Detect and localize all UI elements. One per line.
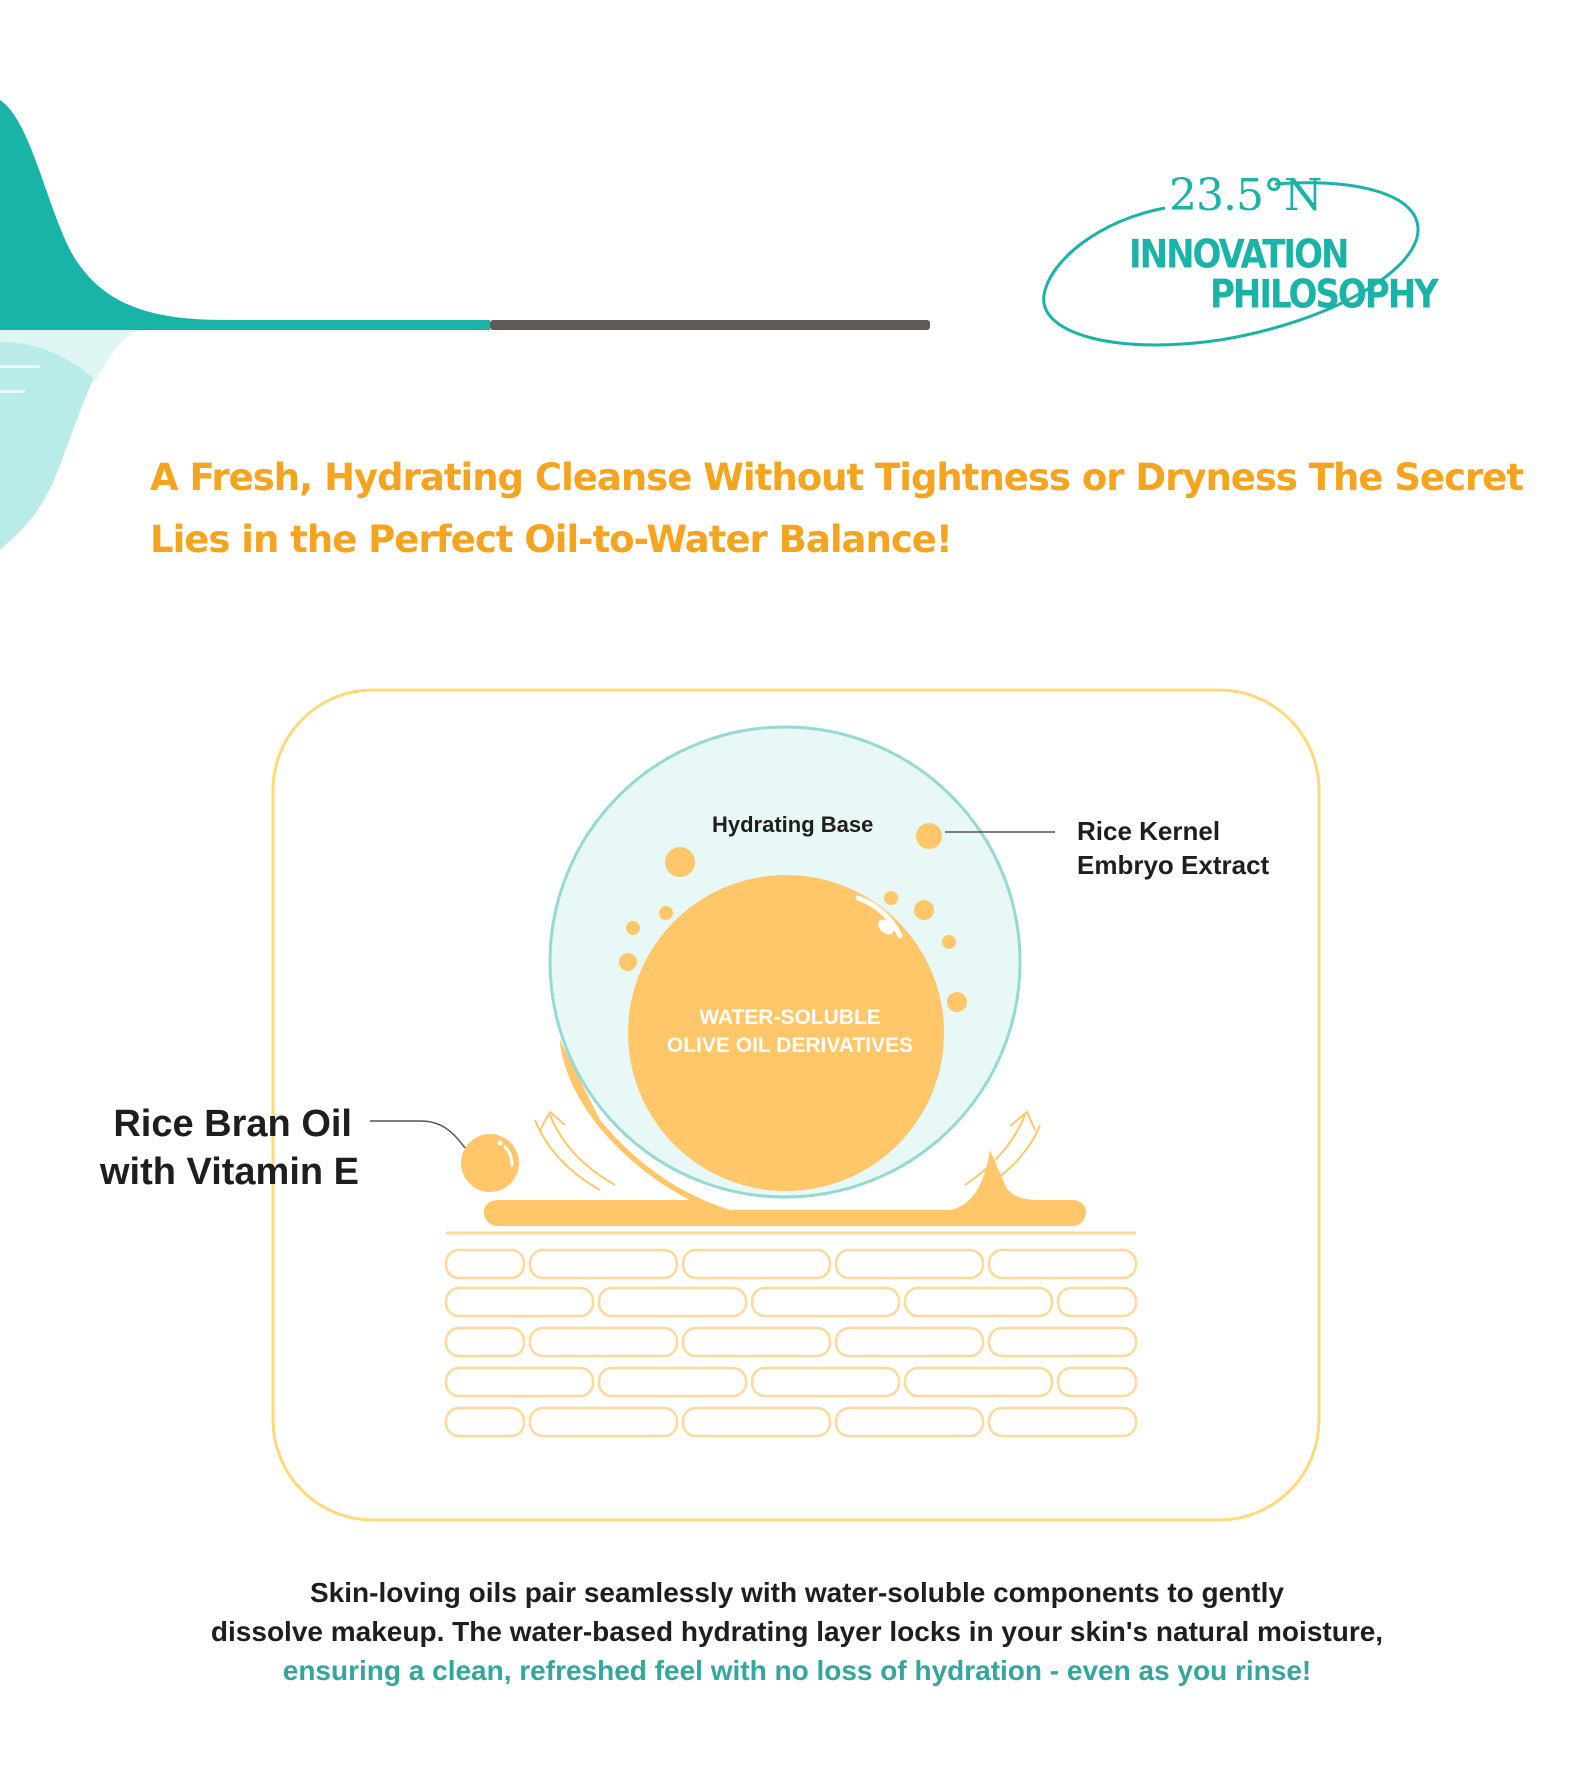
rice-bran-label-line-2: with Vitamin E [100,1151,360,1193]
headline-line-2: Lies in the Perfect Oil-to-Water Balance! [150,518,952,561]
logo-word-innovation: INNOVATION [1129,232,1348,278]
headline-line-1: A Fresh, Hydrating Cleanse Without Tightness or Dryness The Secret [150,456,1524,499]
skin-layer [446,1250,1136,1436]
description-text [0,1573,1594,1690]
description-line-3: ensuring a clean, refreshed feel with no loss of hydration - even as you rinse! [282,1655,1312,1686]
rice-kernel-label-line-2: Embryo Extract [1077,850,1270,880]
rice-bran-label-line-1: Rice Bran Oil [113,1103,352,1145]
rice-bran-label [100,1100,360,1196]
rice-bran-leader [370,1121,465,1148]
hydrating-base-label: Hydrating Base [712,812,874,837]
logo-word-philosophy: PHILOSOPHY [1210,272,1437,318]
description-line-1: Skin-loving oils pair seamlessly with water-soluble components to gently [310,1577,1284,1608]
olive-oil-label-line-2: OLIVE OIL DERIVATIVES [666,1034,914,1057]
olive-oil-label [640,1004,940,1060]
description-line-2: dissolve makeup. The water-based hydrating layer locks in your skin's natural moisture, [210,1616,1384,1647]
rice-kernel-label [1077,814,1269,882]
logo-number: 23.5°N [1169,170,1322,221]
rice-kernel-label-line-1: Rice Kernel [1077,816,1221,846]
rice-bran-oil-droplet [461,1134,519,1192]
olive-oil-label-line-1: WATER-SOLUBLE [699,1006,881,1029]
